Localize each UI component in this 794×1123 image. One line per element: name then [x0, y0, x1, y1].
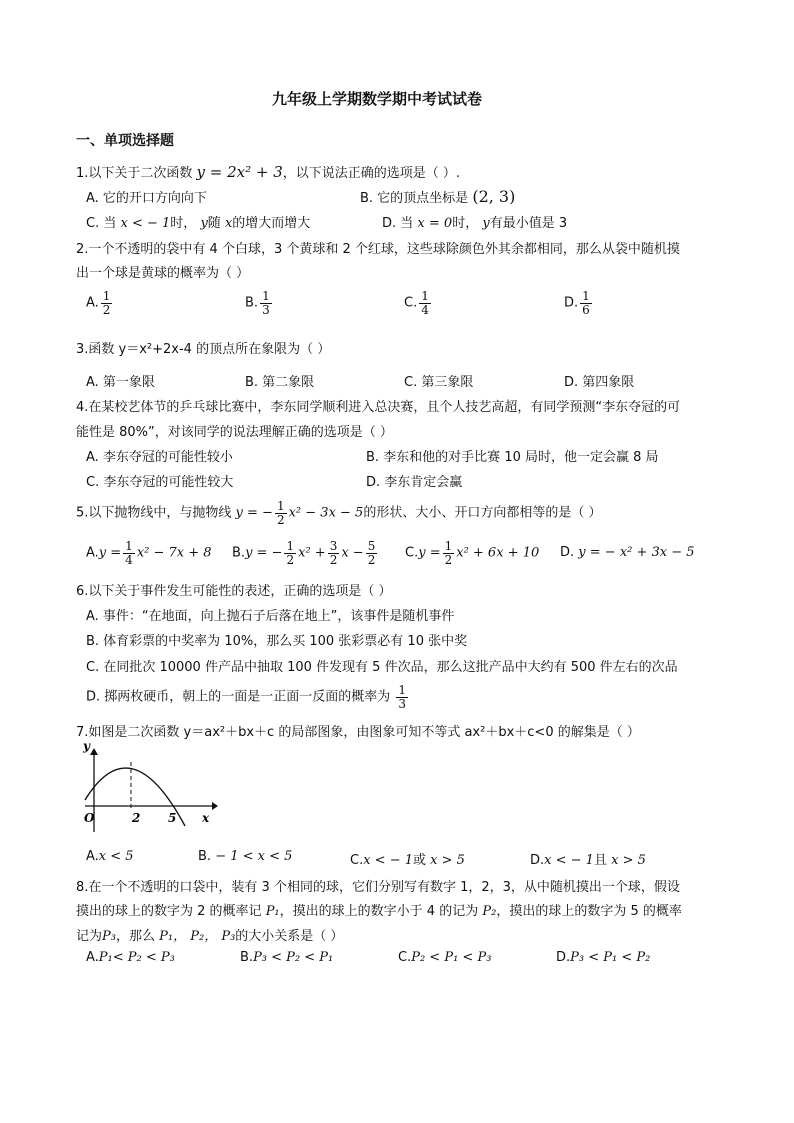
q5-option-b[interactable]: B.y = − $\frac{1}{2}$ x² + $\frac{3}{2}$ x − $\frac{5}{2}$: [232, 539, 376, 567]
question-4-line-2: 能性是 80%”，对该同学的说法理解正确的选项是（ ）: [76, 425, 393, 440]
q1-option-a[interactable]: A. 它的开口方向向下: [86, 191, 207, 206]
q6-option-c[interactable]: C. 在同批次 10000 件产品中抽取 100 件发现有 5 件次品，那么这批产品中大约有 500 件左右的次品: [86, 660, 678, 675]
q3-option-a[interactable]: A. 第一象限: [86, 375, 155, 390]
page-title: 九年级上学期数学期中考试试卷: [272, 90, 483, 108]
parabola-graph: [80, 742, 220, 834]
q4-option-d[interactable]: D. 李东肯定会赢: [366, 475, 463, 490]
origin-label: O: [84, 811, 95, 825]
q6-option-d[interactable]: D. 掷两枚硬币，朝上的一面是一正面一反面的概率为 $\frac{1}{3}$: [86, 683, 407, 711]
x-axis-arrow: [212, 802, 218, 810]
question-5-stem: 5.以下抛物线中，与抛物线 y = − $\frac{1}{2}$ x² − 3x − 5的形状、大小、开口方向都相等的是（ ）: [76, 499, 602, 527]
q3-option-c[interactable]: C. 第三象限: [404, 375, 474, 390]
q6-option-b[interactable]: B. 体育彩票的中奖率为 10%，那么买 100 张彩票必有 10 张中奖: [86, 634, 468, 649]
question-8-line-1: 8.在一个不透明的口袋中，装有 3 个相同的球，它们分别写有数字 1，2，3，从中随机摸出一个球，假设: [76, 880, 680, 895]
question-1-stem: 1.以下关于二次函数 y = 2x² + 3，以下说法正确的选项是（ ）.: [76, 163, 461, 181]
q8-option-a[interactable]: A.P₁< P₂ < P₃: [86, 950, 175, 965]
x-axis-label: x: [202, 811, 210, 825]
q2-option-a[interactable]: A. $\frac{1}{2}$: [86, 289, 111, 317]
question-7-stem: 7.如图是二次函数 y＝ax²＋bx＋c 的局部图象，由图象可知不等式 ax²＋bx＋c<0 的解集是（ ）: [76, 725, 640, 740]
section-heading: 一、单项选择题: [76, 133, 174, 149]
q7-option-b[interactable]: B. − 1 < x < 5: [198, 849, 293, 864]
question-4-line-1: 4.在某校艺体节的乒乓球比赛中，李东同学顺利进入总决赛，且个人技艺高超，有同学预测“李东夺冠的可: [76, 400, 681, 415]
q7-option-d[interactable]: D.x < − 1且 x > 5: [530, 853, 646, 868]
q2-option-c[interactable]: C. $\frac{1}{4}$: [404, 289, 429, 317]
q2-option-b[interactable]: B. $\frac{1}{3}$: [245, 289, 270, 317]
q1-option-b[interactable]: B. 它的顶点坐标是 (2, 3): [360, 187, 516, 206]
y-axis-arrow: [90, 748, 98, 755]
q1-option-c[interactable]: C. 当 x < − 1时， y随 x的增大而增大: [86, 216, 311, 231]
q5-option-c[interactable]: C.y = $\frac{1}{2}$ x² + 6x + 10: [405, 539, 540, 567]
tick-label-5: 5: [168, 811, 177, 825]
q4-option-c[interactable]: C. 李东夺冠的可能性较大: [86, 475, 234, 490]
q5-option-d[interactable]: D. y = − x² + 3x − 5: [560, 545, 695, 560]
question-2-line-1: 2.一个不透明的袋中有 4 个白球，3 个黄球和 2 个红球，这些球除颜色外其余都相同，那么从袋中随机摸: [76, 242, 680, 257]
q8-option-d[interactable]: D.P₃ < P₁ < P₂: [556, 950, 651, 965]
question-2-line-2: 出一个球是黄球的概率为（ ）: [76, 266, 250, 281]
q5-option-a[interactable]: A.y = $\frac{1}{4}$ x² − 7x + 8: [86, 539, 212, 567]
q3-option-b[interactable]: B. 第二象限: [245, 375, 315, 390]
q4-option-b[interactable]: B. 李东和他的对手比赛 10 局时，他一定会赢 8 局: [366, 450, 659, 465]
q8-option-c[interactable]: C.P₂ < P₁ < P₃: [398, 950, 492, 965]
q6-option-a[interactable]: A. 事件：“在地面，向上抛石子后落在地上”，该事件是随机事件: [86, 609, 455, 624]
q1-option-d[interactable]: D. 当 x = 0时， y有最小值是 3: [382, 216, 568, 231]
q8-option-b[interactable]: B.P₃ < P₂ < P₁: [240, 950, 334, 965]
q2-option-d[interactable]: D. $\frac{1}{6}$: [564, 289, 590, 317]
q3-option-d[interactable]: D. 第四象限: [564, 375, 635, 390]
q4-option-a[interactable]: A. 李东夺冠的可能性较小: [86, 450, 233, 465]
q7-option-a[interactable]: A.x < 5: [86, 849, 134, 864]
question-3-stem: 3.函数 y＝x²+2x-4 的顶点所在象限为（ ）: [76, 342, 331, 357]
q7-option-c[interactable]: C.x < − 1或 x > 5: [350, 853, 465, 868]
question-8-line-3: 记为P₃，那么 P₁， P₂， P₃的大小关系是（ ）: [76, 929, 344, 944]
question-6-stem: 6.以下关于事件发生可能性的表述，正确的选项是（ ）: [76, 584, 392, 599]
question-8-line-2: 摸出的球上的数字为 2 的概率记 P₁，摸出的球上的数字小于 4 的记为 P₂，摸出的球上的数字为 5 的概率: [76, 904, 682, 919]
tick-label-2: 2: [132, 811, 141, 825]
y-axis-label: y: [83, 742, 90, 753]
